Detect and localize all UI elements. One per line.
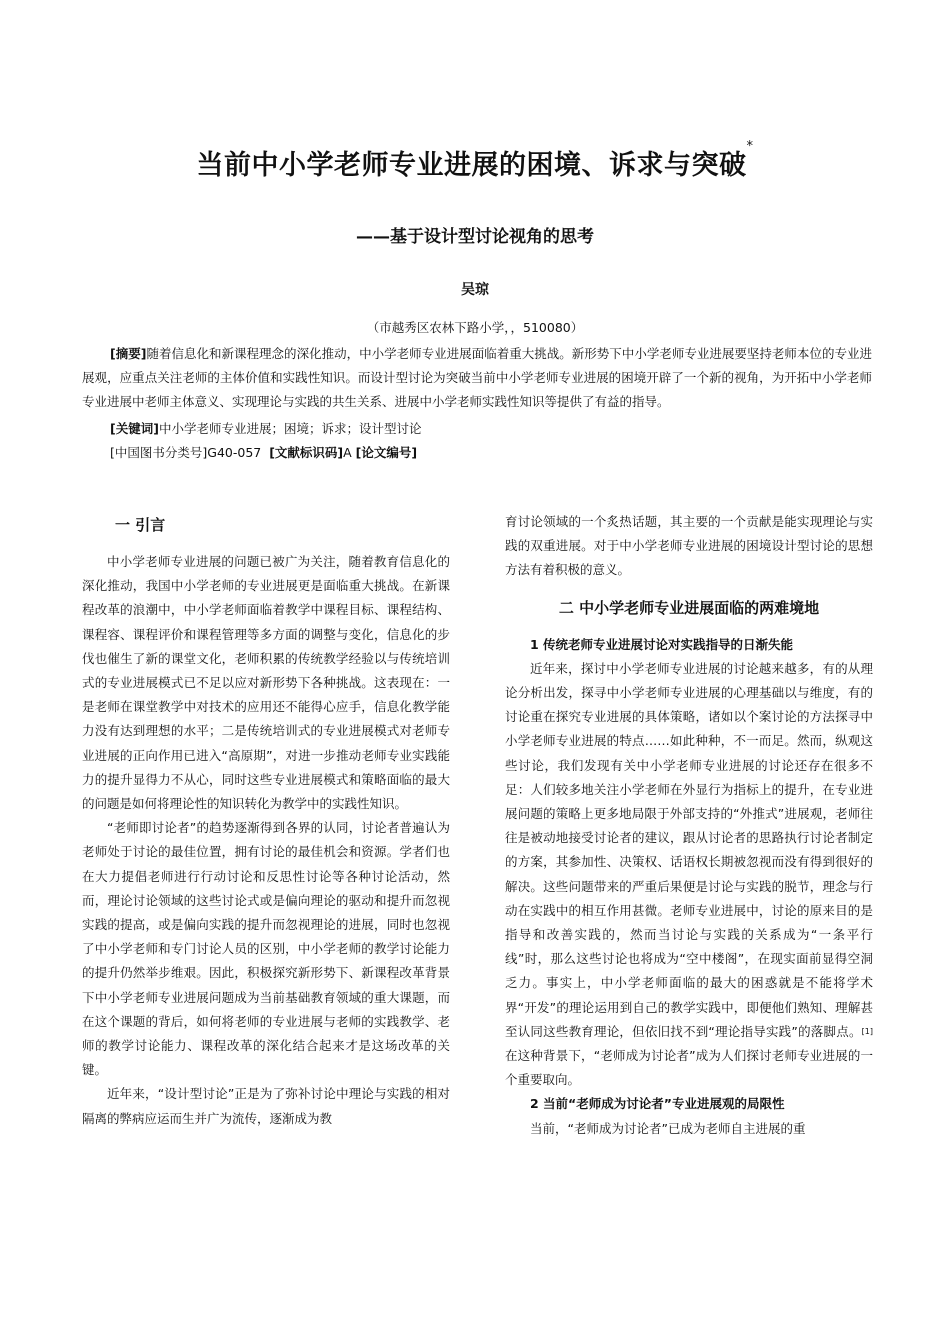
author-name: 吴琼 <box>461 282 489 298</box>
doc-id-code: A <box>343 444 352 460</box>
paper-title: 当前中小学老师专业进展的困境、诉求与突破* <box>196 139 754 181</box>
classification-label: [中国图书分类号] <box>110 444 208 460</box>
paragraph <box>505 657 873 1093</box>
citation-ref[interactable]: [1] <box>861 1026 873 1036</box>
author-affiliation: （市越秀区农林下路小学，，510080） <box>366 320 584 335</box>
subsection-heading-2: 2 当前“老师成为讨论者”专业进展观的局限性 <box>530 1096 785 1112</box>
paragraph: 当前，“老师成为讨论者”已成为老师自主进展的重 <box>530 1120 806 1136</box>
doc-id-label: [文献标识码] <box>269 444 344 460</box>
abstract-text: 随着信息化和新课程理念的深化推动，中小学老师专业进展面临着重大挑战。新形势下中小学老师专业进展要坚持老师本位的专业进展观，应重点关注老师的主体价值和实践性知识。而设计型讨论为突破当前中小学老师专业进展的困境开辟了一个新的视角，为开拓中小学老师专业进展中老师主体意义、实现理论与实践的共生关系、进展中小学老师实践性知识等提供了有益的指导。 <box>82 346 872 410</box>
keywords <box>82 417 872 441</box>
classification-line <box>82 441 872 465</box>
keywords-text: 中小学老师专业进展；困境；诉求；设计型讨论 <box>158 420 422 436</box>
section-heading-dilemma: 二 中小学老师专业进展面临的两难境地 <box>558 598 820 617</box>
paragraph: “老师即讨论者”的趋势逐渐得到各界的认同，讨论者普遍认为老师处于讨论的最佳位置，拥有讨论的最佳机会和资源。学者们也在大力提倡老师进行行动讨论和反思性讨论等各种讨论活动，然而，理论讨论领域的这些讨论式或是偏向理论的驱动和提升而忽视实践的提高，或是偏向实践的提升而忽视理论的进展，同时也忽视了中小学老师和专门讨论人员的区别，中小学老师的教学讨论能力的提升仍然举步维艰。因此，积极探究新形势下、新课程改革背景下中小学老师专业进展问题成为当前基础教育领域的重大课题，而在这个课题的背后，如何将老师的专业进展与老师的实践教学、老师的教学讨论能力、课程改革的深化结合起来才是这场改革的关键。 <box>82 820 450 1078</box>
paragraph: 中小学老师专业进展的问题已被广为关注，随着教育信息化的深化推动，我国中小学老师的专业进展更是面临重大挑战。在新课程改革的浪潮中，中小学老师面临着教学中课程目标、课程结构、课程容、课程评价和课程管理等多方面的调整与变化，信息化的步伐也催生了新的课堂文化，老师积累的传统教学经验以与传统培训式的专业进展模式已不足以应对新形势下各种挑战。这表现在：一是老师在课堂教学中对技术的应用还不能得心应手，信息化教学能力没有达到理想的水平；二是传统培训式的专业进展模式对老师专业进展的正向作用已进入“高原期”，对进一步推动老师专业实践能力的提升显得力不从心，同时这些专业进展模式和策略面临的最大的问题是如何将理论性的知识转化为教学中的实践性知识。 <box>82 554 450 812</box>
article-number-label: [论文编号] <box>355 444 418 460</box>
keywords-label: [关键词] <box>110 420 159 436</box>
paragraph-tail: 在这种背景下，“老师成为讨论者”成为人们探讨老师专业进展的一个重要取向。 <box>505 1048 873 1088</box>
front-matter <box>82 342 872 465</box>
paragraph: 近年来，“设计型讨论”正是为了弥补讨论中理论与实践的相对隔离的弊病应运而生并广为流传，逐渐成为教 <box>82 1086 450 1126</box>
abstract-label: [摘要] <box>110 346 147 361</box>
paper-subtitle: ——基于设计型讨论视角的思考 <box>356 227 594 247</box>
classification-code: G40-057 <box>207 444 262 460</box>
subsection-heading-1: 1 传统老师专业进展讨论对实践指导的日渐失能 <box>530 636 794 652</box>
title-footnote-mark: * <box>746 139 754 154</box>
paragraph-continued: 育讨论领域的一个炙热话题，其主要的一个贡献是能实现理论与实践的双重进展。对于中小学老师专业进展的困境设计型讨论的思想方法有着积极的意义。 <box>505 514 873 578</box>
paragraph-text: 近年来，探讨中小学老师专业进展的讨论越来越多，有的从理论分析出发，探寻中小学老师专业进展的心理基础以与维度，有的讨论重在探究专业进展的具体策略，诸如以个案讨论的方法探寻中小学老师专业进展的特点……如此种种，不一而足。然而，纵观这些讨论，我们发现有关中小学老师专业进展的讨论还存在很多不足：人们较多地关注小学老师在外显行为指标上的提升，在专业进展问题的策略上更多地局限于外部支持的“外推式”进展观，老师往往是被动地接受讨论者的建议，跟从讨论者的思路执行讨论者制定的方案，其参加性、决策权、话语权长期被忽视而没有得到很好的解决。这些问题带来的严重后果便是讨论与实践的脱节，理念与行动在实践中的相互作用甚微。老师专业进展中，讨论的原来目的是指导和改善实践的，然而当讨论与实践的关系成为“一条平行线”时，那么这些讨论也将成为“空中楼阁”，在现实面前显得空洞乏力。事实上，中小学老师面临的最大的困惑就是不能将学术界“开发”的理论运用到自己的教学实践中，即便他们熟知、理解甚至认同这些教育理论，但依旧找不到“理论指导实践”的落脚点。 <box>505 660 873 1039</box>
right-column <box>505 510 873 1141</box>
left-column <box>82 510 450 1131</box>
abstract <box>82 342 872 415</box>
section-heading-introduction: 一 引言 <box>115 516 166 534</box>
